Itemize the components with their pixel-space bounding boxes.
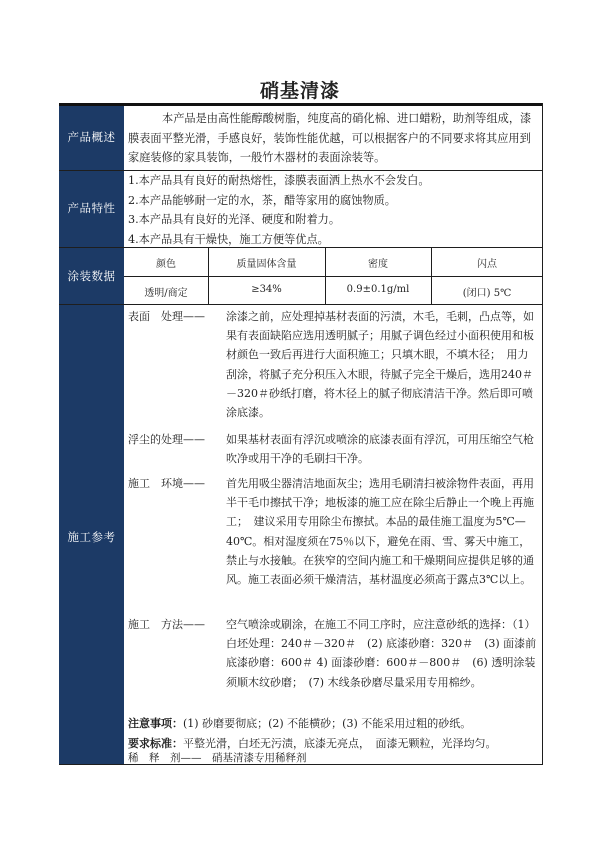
section-label-coating: 涂装数据 (67, 269, 116, 283)
construction-item-key: 浮尘的处理—— (128, 433, 205, 446)
section-label-overview: 产品概述 (67, 130, 116, 144)
note-key: 要求标准： (128, 737, 183, 750)
top-border (59, 103, 543, 106)
construction-item-key: 施工 方法—— (128, 618, 205, 631)
divider (59, 304, 543, 305)
note-standard (128, 734, 542, 753)
features-list (128, 171, 538, 249)
overview-text: 本产品是由高性能醇酸树脂，纯度高的硝化棉、进口蜡粉，助剂等组成，漆膜表面平整光滑，手感良好，装饰性能优越，可以根据客户的不同要求将其应用到家庭装修的家具装饰，一般竹木器材的表面涂装等。 (128, 112, 532, 164)
feature-item: 3.本产品具有良好的光泽、硬度和附着力。 (128, 213, 341, 226)
construction-item-text: 涂漆之前，应处理掉基材表面的污渍，木毛，毛刺，凸点等，如果有表面缺陷应选用透明腻子；用腻子调色经过小面积使用和板材颜色一致后再进行大面积施工；只填木眼，不填木径； 用力刮涂，将腻子充分积压入木眼，待腻子完全干燥后，选用240＃－320＃砂纸打磨，将木径上的腻子彻底清洁干净。然后即可喷涂底漆。 (226, 310, 534, 420)
coating-value-color: 透明/商定 (144, 288, 188, 299)
section-label-construction: 施工参考 (67, 530, 116, 544)
coating-value-flashpoint: (闭口) 5℃ (462, 288, 512, 299)
divider (124, 276, 543, 277)
page-title: 硝基清漆 (259, 80, 340, 102)
feature-item: 4.本产品具有干燥快，施工方便等优点。 (128, 232, 329, 246)
note-text: 硝基清漆专用稀释剂 (201, 752, 307, 764)
coating-header-density: 密度 (368, 259, 388, 270)
feature-item: 2.本产品能够耐一定的水，茶，醋等家用的腐蚀物质。 (128, 193, 396, 207)
product-sheet (59, 103, 543, 765)
note-thinner (128, 752, 542, 764)
construction-item-key: 施工 环境—— (128, 477, 205, 490)
construction-item-text: 空气喷涂或刷涂，在施工不同工序时，应注意砂纸的选择：（1）白坯处理：240＃－320＃ (2) 底漆砂磨：320＃ (3) 面漆前底漆砂磨：600＃ 4) 面漆砂磨：600＃－800＃ (6) 透明涂装须顺木纹砂磨； (7) 木线条砂磨尽量采用专用棉纱。 (226, 618, 537, 689)
coating-header-flashpoint: 闪点 (477, 259, 497, 270)
coating-header-color: 颜色 (156, 259, 176, 270)
section-label-features: 产品特性 (67, 201, 116, 215)
coating-header-solids: 质量固体含量 (236, 259, 297, 270)
divider (542, 103, 543, 765)
divider (59, 764, 543, 765)
construction-item-key: 表面 处理—— (128, 310, 205, 323)
note-text: (1) 砂磨要彻底；(2) 不能横砂；(3) 不能采用过粗的砂纸。 (183, 717, 472, 730)
note-text: 平整光滑，白坯无污渍，底漆无亮点， 面漆无颗粒，光泽均匀。 (183, 737, 497, 750)
coating-value-density: 0.9±0.1g/ml (346, 284, 410, 295)
construction-item-text: 首先用吸尘器清洁地面灰尘；选用毛刷清扫被涂物件表面，再用半干毛巾擦拭干净；地板漆的施工应在除尘后静止一个晚上再施工； 建议采用专用除尘布擦拭。本品的最佳施工温度为5℃—40℃。相对湿度须在75％以下，避免在雨、雪、雾天中施工，禁止与水接触。在狭窄的空间内施工和干燥期间应提供足够的通风。施工表面必须干燥清洁，基材温度必须高于露点3℃以上。 (226, 477, 534, 587)
note-precautions (128, 714, 542, 733)
feature-item: 1.本产品具有良好的耐热熔性，漆膜表面洒上热水不会发白。 (128, 174, 430, 187)
coating-value-solids: ≥34% (251, 284, 282, 295)
note-key: 稀 释 剂—— (128, 752, 202, 764)
note-key: 注意事项： (128, 717, 183, 730)
construction-item-text: 如果基材表面有浮沉或喷涂的底漆表面有浮沉，可用压缩空气枪吹净或用干净的毛刷扫干净。 (226, 433, 534, 466)
